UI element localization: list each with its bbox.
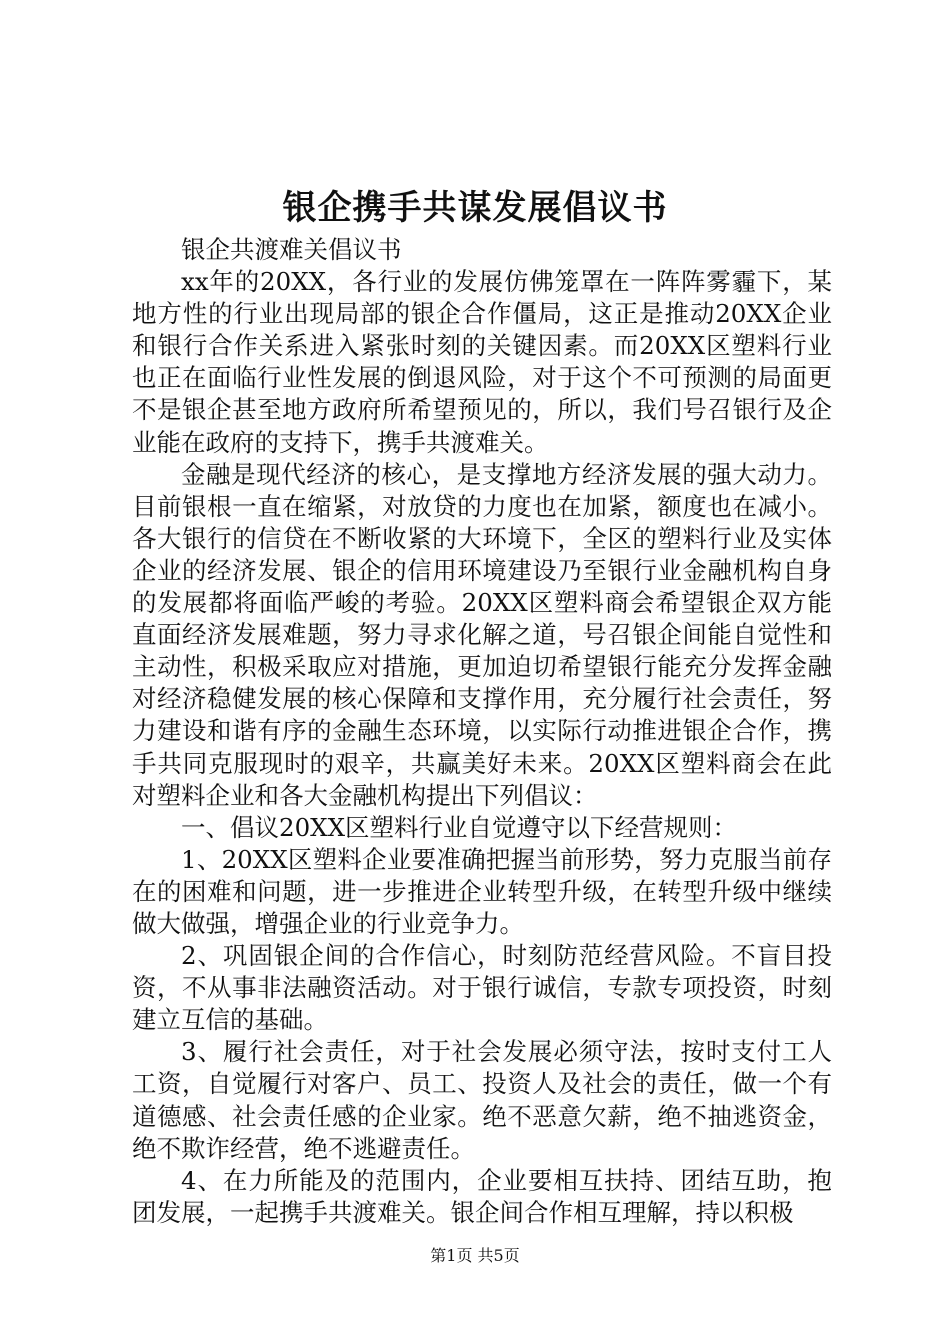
document-title: 银企携手共谋发展倡议书 [282, 188, 668, 228]
paragraph: xx年的20XX，各行业的发展仿佛笼罩在一阵阵雾霾下，某地方性的行业出现局部的银企合作僵局，这正是推动20XX企业和银行合作关系进入紧张时刻的关键因素。而20XX区塑料行业也正在面临行业性发展的倒退风险，对于这个不可预测的局面更不是银企甚至地方政府所希望预见的，所以，我们号召银行及企业能在政府的支持下，携手共渡难关。 [132, 267, 832, 457]
paragraph: 1、20XX区塑料企业要准确把握当前形势，努力克服当前存在的困难和问题，进一步推进企业转型升级，在转型升级中继续做大做强，增强企业的行业竞争力。 [132, 844, 832, 938]
paragraph: 4、在力所能及的范围内，企业要相互扶持、团结互助，抱团发展，一起携手共渡难关。银企间合作相互理解，持以积极 [132, 1165, 832, 1227]
paragraph: 2、巩固银企间的合作信心，时刻防范经营风险。不盲目投资，不从事非法融资活动。对于银行诚信，专款专项投资，时刻建立互信的基础。 [132, 941, 832, 1035]
document-body [132, 234, 832, 1229]
paragraph: 金融是现代经济的核心，是支撑地方经济发展的强大动力。目前银根一直在缩紧，对放贷的力度也在加紧，额度也在减小。各大银行的信贷在不断收紧的大环境下，全区的塑料行业及实体企业的经济发展、银企的信用环境建设乃至银行业金融机构自身的发展都将面临严峻的考验。20XX区塑料商会希望银企双方能直面经济发展难题，努力寻求化解之道，号召银企间能自觉性和主动性，积极采取应对措施，更加迫切希望银行能充分发挥金融对经济稳健发展的核心保障和支撑作用，充分履行社会责任，努力建设和谐有序的金融生态环境，以实际行动推进银企合作，携手共同克服现时的艰辛，共赢美好未来。20XX区塑料商会在此对塑料企业和各大金融机构提出下列倡议： [132, 459, 832, 810]
paragraph-subtitle: 银企共渡难关倡议书 [181, 235, 402, 264]
paragraph: 一、倡议20XX区塑料行业自觉遵守以下经营规则： [181, 812, 738, 842]
paragraph: 3、履行社会责任，对于社会发展必须守法，按时支付工人工资，自觉履行对客户、员工、投资人及社会的责任，做一个有道德感、社会责任感的企业家。绝不恶意欠薪，绝不抽逃资金，绝不欺诈经营，绝不逃避责任。 [132, 1037, 832, 1163]
page-number-footer: 第1页 共5页 [430, 1246, 520, 1265]
